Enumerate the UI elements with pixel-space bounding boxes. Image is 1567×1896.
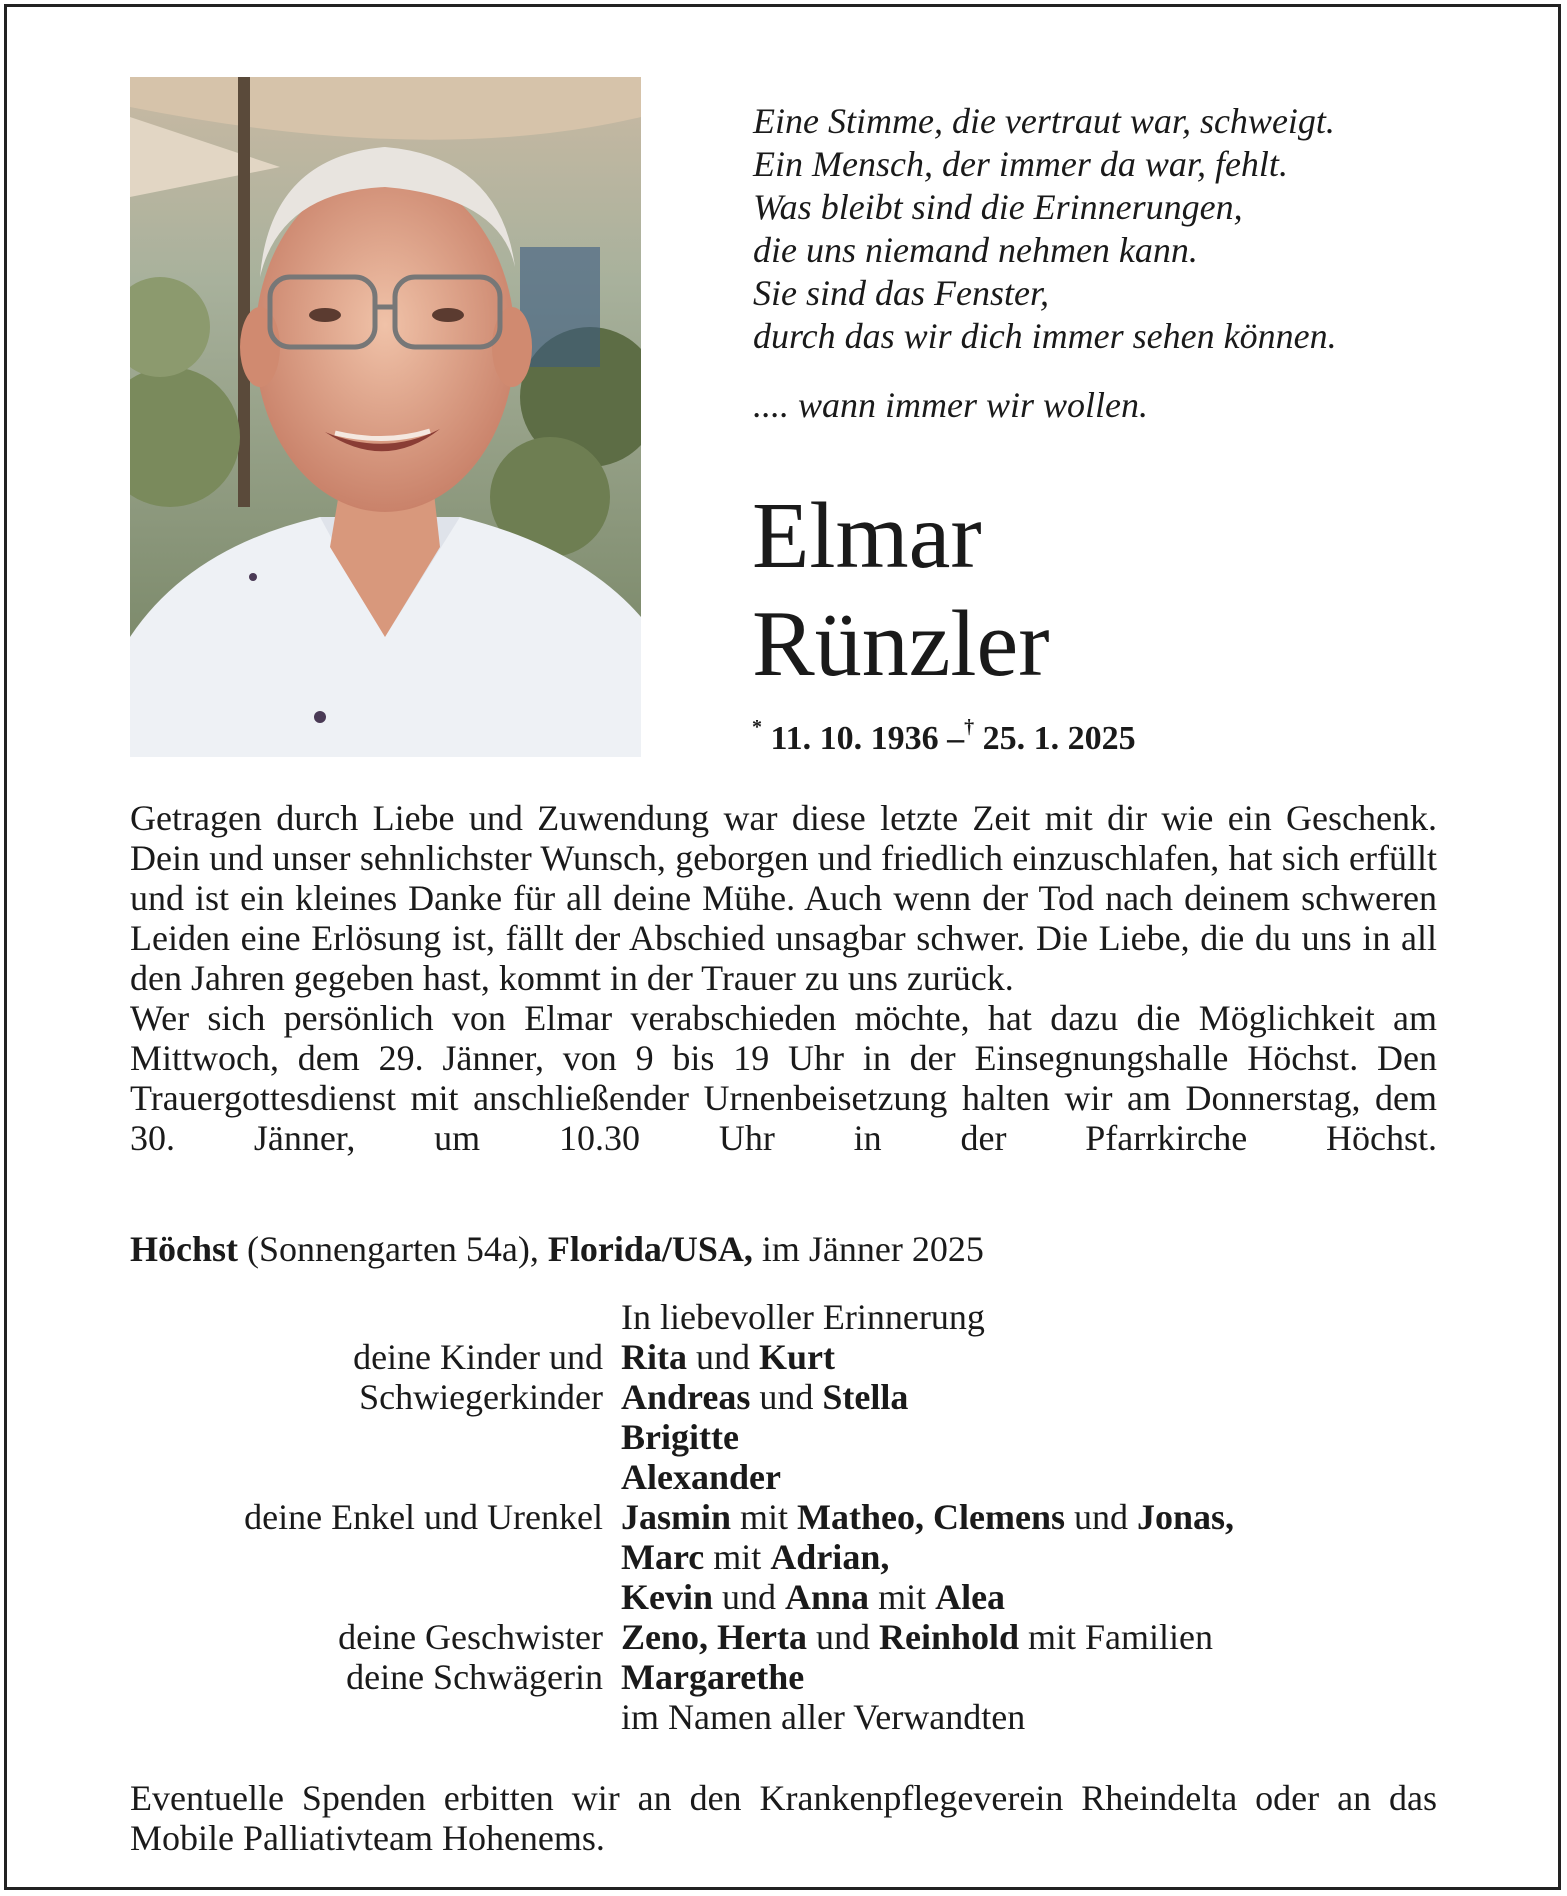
- signature-names: [621, 1497, 1234, 1537]
- signature-names: [621, 1577, 1005, 1617]
- date-separator: –: [947, 720, 965, 757]
- signature-connector: mit: [731, 1497, 798, 1537]
- signature-names: [621, 1617, 1213, 1657]
- signature-names: [621, 1417, 739, 1457]
- signature-row: [130, 1377, 1430, 1417]
- signature-relation-label: deine Geschwister: [338, 1617, 603, 1657]
- signature-name: Alea: [935, 1577, 1006, 1617]
- signature-row: [130, 1617, 1430, 1657]
- signature-names: [621, 1657, 804, 1697]
- signature-name: Kurt: [759, 1337, 835, 1377]
- donation-text: Eventuelle Spenden erbitten wir an den Krankenpflegeverein Rheindelta oder an das Mobile Palliativteam Hohenems.: [130, 1778, 1437, 1858]
- signature-relation-label: deine Schwägerin: [346, 1657, 603, 1697]
- signature-connector: mit Familien: [1019, 1617, 1214, 1657]
- place-second: Florida/USA,: [547, 1229, 753, 1269]
- signature-name: Jasmin: [621, 1497, 732, 1537]
- place-address: (Sonnengarten 54a),: [247, 1229, 539, 1269]
- signature-row: [130, 1537, 1430, 1577]
- signature-name: Margarethe: [621, 1657, 805, 1697]
- signature-name: Marc: [621, 1537, 705, 1577]
- signature-relation-label: deine Enkel und Urenkel: [244, 1497, 603, 1537]
- death-symbol: †: [964, 716, 975, 738]
- poem-line: durch das wir dich immer sehen können.: [753, 316, 1337, 356]
- portrait-photo: [130, 77, 641, 757]
- place-date: im Jänner 2025: [761, 1229, 984, 1269]
- signature-row: [130, 1577, 1430, 1617]
- signature-row: [130, 1337, 1430, 1377]
- poem-line: Eine Stimme, die vertraut war, schweigt.: [753, 101, 1335, 141]
- signature-row: [130, 1657, 1430, 1697]
- poem-line: Sie sind das Fenster,: [753, 273, 1049, 313]
- signature-relation-label: [130, 1537, 621, 1577]
- signature-connector: und: [687, 1337, 759, 1377]
- poem-closing: .... wann immer wir wollen.: [753, 385, 1149, 425]
- signature-name: Brigitte: [621, 1417, 739, 1457]
- birth-date: 11. 10. 1936: [770, 720, 939, 757]
- signature-connector: und: [713, 1577, 786, 1617]
- signature-name: Zeno, Herta: [621, 1617, 807, 1657]
- signature-name: Reinhold: [878, 1617, 1020, 1657]
- signature-name: Kevin: [621, 1577, 714, 1617]
- deceased-name: [752, 482, 1050, 698]
- signature-name: Rita: [621, 1337, 687, 1377]
- poem-line: Was bleibt sind die Erinnerungen,: [753, 187, 1243, 227]
- signature-names: [621, 1377, 908, 1417]
- signature-row: [130, 1417, 1430, 1457]
- obituary-text: [130, 798, 1437, 1158]
- signature-relation-label: Schwiegerkinder: [359, 1377, 603, 1417]
- signature-connector: und: [806, 1617, 879, 1657]
- signature-intro-row: [130, 1297, 1430, 1337]
- signature-relation-label: [130, 1417, 621, 1457]
- signature-connector: und: [1065, 1497, 1137, 1537]
- signature-names: [621, 1537, 889, 1577]
- signature-name: Stella: [822, 1377, 909, 1417]
- signature-names: [621, 1457, 781, 1497]
- signature-row: [130, 1497, 1430, 1537]
- signature-name: Adrian,: [770, 1537, 890, 1577]
- life-dates: [752, 716, 1136, 758]
- signature-relation-label: deine Kinder und: [353, 1337, 603, 1377]
- signature-connector: mit: [869, 1577, 936, 1617]
- signatures: [130, 1297, 1430, 1737]
- birth-symbol: *: [752, 716, 762, 738]
- signature-name: Jonas,: [1137, 1497, 1235, 1537]
- poem: [753, 100, 1453, 427]
- place-and-date: [130, 1228, 984, 1270]
- signature-closing: im Namen aller Verwandten: [621, 1697, 1026, 1737]
- signature-connector: mit: [704, 1537, 771, 1577]
- signature-names: [621, 1337, 835, 1377]
- first-name: Elmar: [752, 484, 982, 588]
- signature-name: Anna: [785, 1577, 870, 1617]
- last-name: Rünzler: [752, 592, 1050, 696]
- body-paragraph: Wer sich persönlich von Elmar verabschieden möchte, hat dazu die Möglichkeit am Mittwoch, dem 29. Jänner, von 9 bis 19 Uhr in der Einsegnungshalle Höchst. Den Trauergottesdienst mit anschließender Urnenbeisetzung halten wir am Donnerstag, dem 30. Jänner, um 10.30 Uhr in der Pfarrkirche Höchst.: [130, 998, 1437, 1158]
- signature-name: Alexander: [621, 1457, 781, 1497]
- signature-connector: und: [750, 1377, 823, 1417]
- signature-relation-label: [130, 1577, 621, 1617]
- poem-line: die uns niemand nehmen kann.: [753, 230, 1198, 270]
- signature-name: Andreas: [621, 1377, 751, 1417]
- donation-note: [130, 1778, 1437, 1858]
- death-date: 25. 1. 2025: [982, 720, 1136, 757]
- signature-closing-row: [130, 1697, 1430, 1737]
- signature-row: [130, 1457, 1430, 1497]
- signature-name: Matheo, Clemens: [797, 1497, 1065, 1537]
- signature-relation-label: [130, 1457, 621, 1497]
- place-town: Höchst: [130, 1229, 238, 1269]
- signature-intro: In liebevoller Erinnerung: [621, 1297, 985, 1337]
- poem-line: Ein Mensch, der immer da war, fehlt.: [753, 144, 1288, 184]
- body-paragraph: Getragen durch Liebe und Zuwendung war diese letzte Zeit mit dir wie ein Geschenk. Dein und unser sehnlichster Wunsch, geborgen und friedlich einzuschlafen, hat sich erfüllt und ist ein kleines Danke für all deine Mühe. Auch wenn der Tod nach deinem schweren Leiden eine Erlösung ist, fällt der Abschied unsagbar schwer. Die Liebe, die du uns in all den Jahren gegeben hast, kommt in der Trauer zu uns zurück.: [130, 798, 1437, 998]
